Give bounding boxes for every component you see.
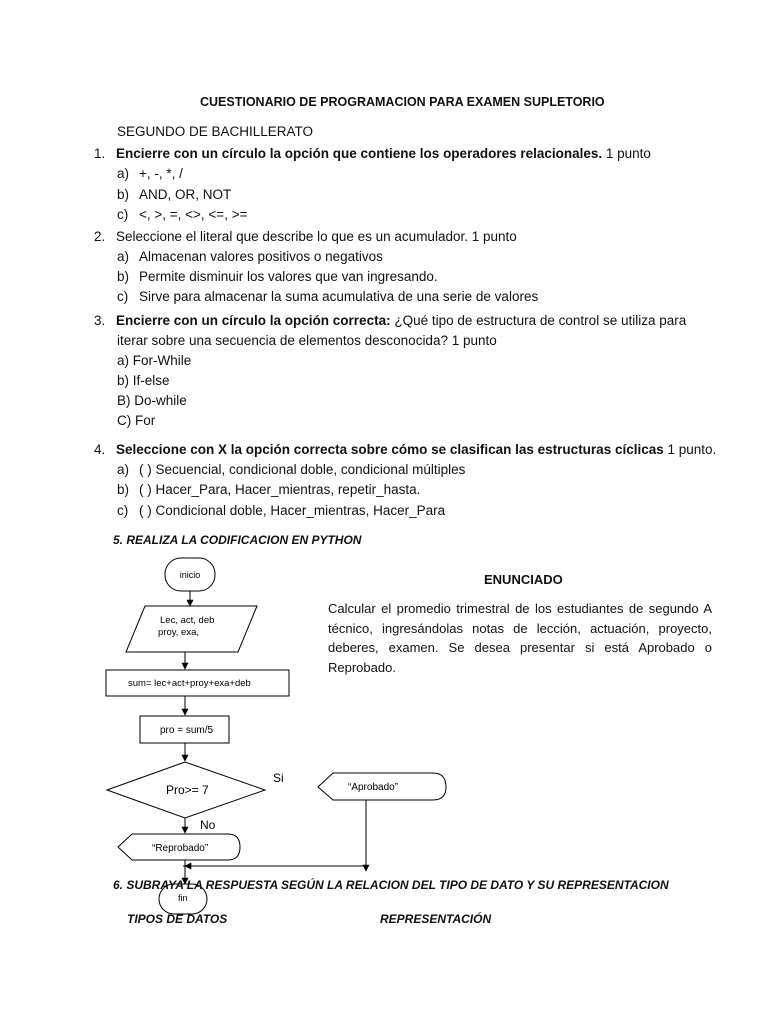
flowchart-process-sum-label: sum= lec+act+proy+exa+deb	[128, 678, 251, 689]
option-text: +, -, *, /	[139, 166, 183, 181]
flowchart-yes-label: Si	[273, 771, 284, 785]
option-text: Sirve para almacenar la suma acumulativa de una serie de valores	[139, 289, 539, 304]
question-4-points: 1 punto.	[663, 442, 717, 457]
option-label: c)	[117, 289, 129, 304]
question-3-option-d[interactable]: C) For	[117, 413, 156, 428]
question-3-option-a[interactable]: a) For-While	[117, 353, 192, 368]
question-5-heading: 5. REALIZA LA CODIFICACION EN PYTHON	[113, 533, 362, 547]
option-label: a)	[117, 462, 130, 477]
flowchart-decision-label: Pro>= 7	[166, 783, 209, 797]
enunciado-text: Calcular el promedio trimestral de los estudiantes de segundo A técnico, ingresándolas notas de lección, actuación, proyecto, deberes, examen. Se desea presentar si está Aprobado o Reprobado.	[328, 601, 712, 675]
question-4-prompt: Seleccione con X la opción correcta sobre cómo se clasifican las estructuras cíclicas	[116, 442, 664, 457]
flowchart-start-label: inicio	[179, 570, 201, 580]
option-label: b)	[117, 482, 130, 497]
option-text: AND, OR, NOT	[139, 187, 232, 202]
column-header-representation: REPRESENTACIÓN	[380, 912, 492, 926]
flowchart-output-pass-label: “Aprobado”	[348, 782, 399, 793]
question-3-prompt-bold: Encierre con un círculo la opción correcta:	[116, 313, 391, 328]
option-label: c)	[117, 503, 129, 518]
enunciado-title: ENUNCIADO	[484, 572, 563, 587]
question-4-number: 4.	[94, 442, 106, 457]
flowchart-output-fail-label: “Reprobado”	[152, 843, 209, 854]
option-text: <, >, =, <>, <=, >=	[139, 207, 248, 222]
question-6-heading: 6. SUBRAYA LA RESPUESTA SEGÚN LA RELACION DEL TIPO DE DATO Y SU REPRESENTACION	[113, 878, 669, 892]
option-text: Permite disminuir los valores que van ingresando.	[139, 269, 438, 284]
flowchart-end-label: fin	[178, 893, 188, 903]
option-text: Almacenan valores positivos o negativos	[139, 249, 383, 264]
option-text: ( ) Hacer_Para, Hacer_mientras, repetir_hasta.	[139, 482, 421, 497]
question-3-option-b[interactable]: b) If-else	[117, 373, 170, 388]
question-1-points: 1 punto	[602, 146, 651, 161]
question-3-option-c[interactable]: B) Do-while	[117, 393, 187, 408]
option-label: a)	[117, 166, 130, 181]
option-label: b)	[117, 269, 130, 284]
question-2-number: 2.	[94, 229, 106, 244]
flowchart-no-label: No	[200, 818, 216, 832]
option-label: a)	[117, 249, 130, 264]
option-text: ( ) Secuencial, condicional doble, condicional múltiples	[139, 462, 466, 477]
question-1-prompt: Encierre con un círculo la opción que contiene los operadores relacionales.	[116, 146, 603, 161]
document-subtitle: SEGUNDO DE BACHILLERATO	[117, 124, 314, 139]
question-2-prompt: Seleccione el literal que describe lo que es un acumulador. 1 punto	[116, 229, 517, 244]
flowchart-input-line2: proy, exa,	[158, 627, 200, 638]
question-3-prompt-line2: iterar sobre una secuencia de elementos desconocida? 1 punto	[117, 333, 497, 348]
document-title: CUESTIONARIO DE PROGRAMACION PARA EXAMEN SUPLETORIO	[200, 95, 605, 109]
flowchart-process-avg-label: pro = sum/5	[160, 725, 214, 736]
question-3-prompt-rest: ¿Qué tipo de estructura de control se utiliza para	[390, 313, 687, 328]
option-text: ( ) Condicional doble, Hacer_mientras, Hacer_Para	[139, 503, 446, 518]
flowchart-input-line1: Lec, act, deb	[160, 615, 215, 626]
question-1-number: 1.	[94, 146, 106, 161]
question-3-number: 3.	[94, 313, 106, 328]
option-label: b)	[117, 187, 130, 202]
column-header-data-types: TIPOS DE DATOS	[127, 912, 228, 926]
option-label: c)	[117, 207, 129, 222]
